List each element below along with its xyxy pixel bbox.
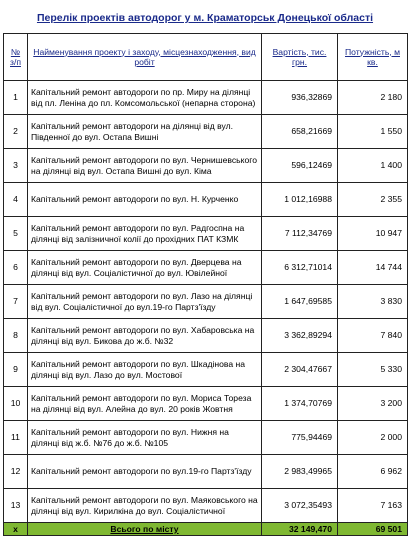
row-cost: 775,94469	[262, 421, 338, 455]
table-row	[4, 115, 408, 149]
table-row	[4, 183, 408, 217]
row-capacity: 7 840	[338, 319, 408, 353]
row-capacity: 2 355	[338, 183, 408, 217]
row-capacity: 2 000	[338, 421, 408, 455]
row-cost: 936,32869	[262, 81, 338, 115]
total-cost: 32 149,470	[262, 523, 338, 536]
row-num: 10	[4, 387, 28, 421]
row-cost: 1 374,70769	[262, 387, 338, 421]
table-row	[4, 353, 408, 387]
row-num: 8	[4, 319, 28, 353]
projects-table	[3, 33, 408, 536]
table-row	[4, 387, 408, 421]
row-name: Капітальний ремонт автодороги по вул. Дверцева на ділянці від вул. Соціалістичної до вул. Ювілейної	[28, 251, 262, 285]
header-capacity: Потужність, м кв.	[338, 34, 408, 81]
row-num: 9	[4, 353, 28, 387]
row-num: 6	[4, 251, 28, 285]
row-name: Капітальний ремонт автодороги по вул.19-го Партз'їзду	[28, 455, 262, 489]
total-capacity: 69 501	[338, 523, 408, 536]
row-num: 13	[4, 489, 28, 523]
row-capacity: 3 830	[338, 285, 408, 319]
table-row	[4, 285, 408, 319]
row-capacity: 7 163	[338, 489, 408, 523]
row-name: Капітальний ремонт автодороги по вул. Шкадінова на ділянці від вул. Лазо до вул. Мостової	[28, 353, 262, 387]
document-title: Перелік проектів автодорог у м. Краматорськ Донецької області	[36, 12, 374, 24]
row-num: 3	[4, 149, 28, 183]
row-num: 11	[4, 421, 28, 455]
row-capacity: 3 200	[338, 387, 408, 421]
header-cost: Вартість, тис. грн.	[262, 34, 338, 81]
row-capacity: 1 400	[338, 149, 408, 183]
row-cost: 3 362,89294	[262, 319, 338, 353]
row-num: 5	[4, 217, 28, 251]
row-capacity: 14 744	[338, 251, 408, 285]
row-num: 1	[4, 81, 28, 115]
row-name: Капітальний ремонт автодороги по вул. Нижня на ділянці від ж.б. №76 до ж.б. №105	[28, 421, 262, 455]
row-cost: 2 304,47667	[262, 353, 338, 387]
table-row	[4, 455, 408, 489]
row-capacity: 5 330	[338, 353, 408, 387]
table-row	[4, 149, 408, 183]
total-label: Всього по місту	[28, 523, 262, 536]
row-name: Капітальний ремонт автодороги по вул. Мориса Тореза на ділянці від вул. Алейна до вул. 20 років Жовтня	[28, 387, 262, 421]
row-name: Капітальний ремонт автодороги по вул. Радгоспна на ділянці від залізничної колії до прохідних ПАТ КЗМК	[28, 217, 262, 251]
row-num: 12	[4, 455, 28, 489]
total-row	[4, 523, 408, 536]
table-row	[4, 421, 408, 455]
table-row	[4, 251, 408, 285]
row-cost: 1 012,16988	[262, 183, 338, 217]
row-num: 2	[4, 115, 28, 149]
row-name: Капітальний ремонт автодороги по вул. Чернишевського на ділянці від вул. Остапа Вишні до вул. Кіма	[28, 149, 262, 183]
row-cost: 1 647,69585	[262, 285, 338, 319]
table-row	[4, 489, 408, 523]
header-name: Найменування проекту і заходу, місцезнаходження, вид робіт	[28, 34, 262, 81]
row-name: Капітальний ремонт автодороги на ділянці від вул. Південної до вул. Остапа Вишні	[28, 115, 262, 149]
total-num: х	[4, 523, 28, 536]
row-name: Капітальний ремонт автодороги по вул. Хабаровська на ділянці від вул. Бикова до ж.б. №32	[28, 319, 262, 353]
row-cost: 3 072,35493	[262, 489, 338, 523]
row-cost: 2 983,49965	[262, 455, 338, 489]
row-name: Капітальний ремонт автодороги по вул. Маяковського на ділянці від вул. Кирилкіна до вул. Соціалістичної	[28, 489, 262, 523]
row-capacity: 6 962	[338, 455, 408, 489]
row-cost: 658,21669	[262, 115, 338, 149]
row-num: 4	[4, 183, 28, 217]
row-name: Капітальний ремонт автодороги по пр. Миру на ділянці від пл. Леніна до пл. Комсомольської (непарна сторона)	[28, 81, 262, 115]
row-name: Капітальний ремонт автодороги по вул. Лазо на ділянці від вул. Соціалістичної до вул.19-го Партз'їзду	[28, 285, 262, 319]
table-row	[4, 217, 408, 251]
table-row	[4, 319, 408, 353]
row-capacity: 10 947	[338, 217, 408, 251]
row-name: Капітальний ремонт автодороги по вул. Н. Курченко	[28, 183, 262, 217]
table-row	[4, 81, 408, 115]
row-capacity: 2 180	[338, 81, 408, 115]
row-cost: 7 112,34769	[262, 217, 338, 251]
row-cost: 596,12469	[262, 149, 338, 183]
row-capacity: 1 550	[338, 115, 408, 149]
row-cost: 6 312,71014	[262, 251, 338, 285]
header-num: № з/п	[4, 34, 28, 81]
header-row	[4, 34, 408, 81]
row-num: 7	[4, 285, 28, 319]
